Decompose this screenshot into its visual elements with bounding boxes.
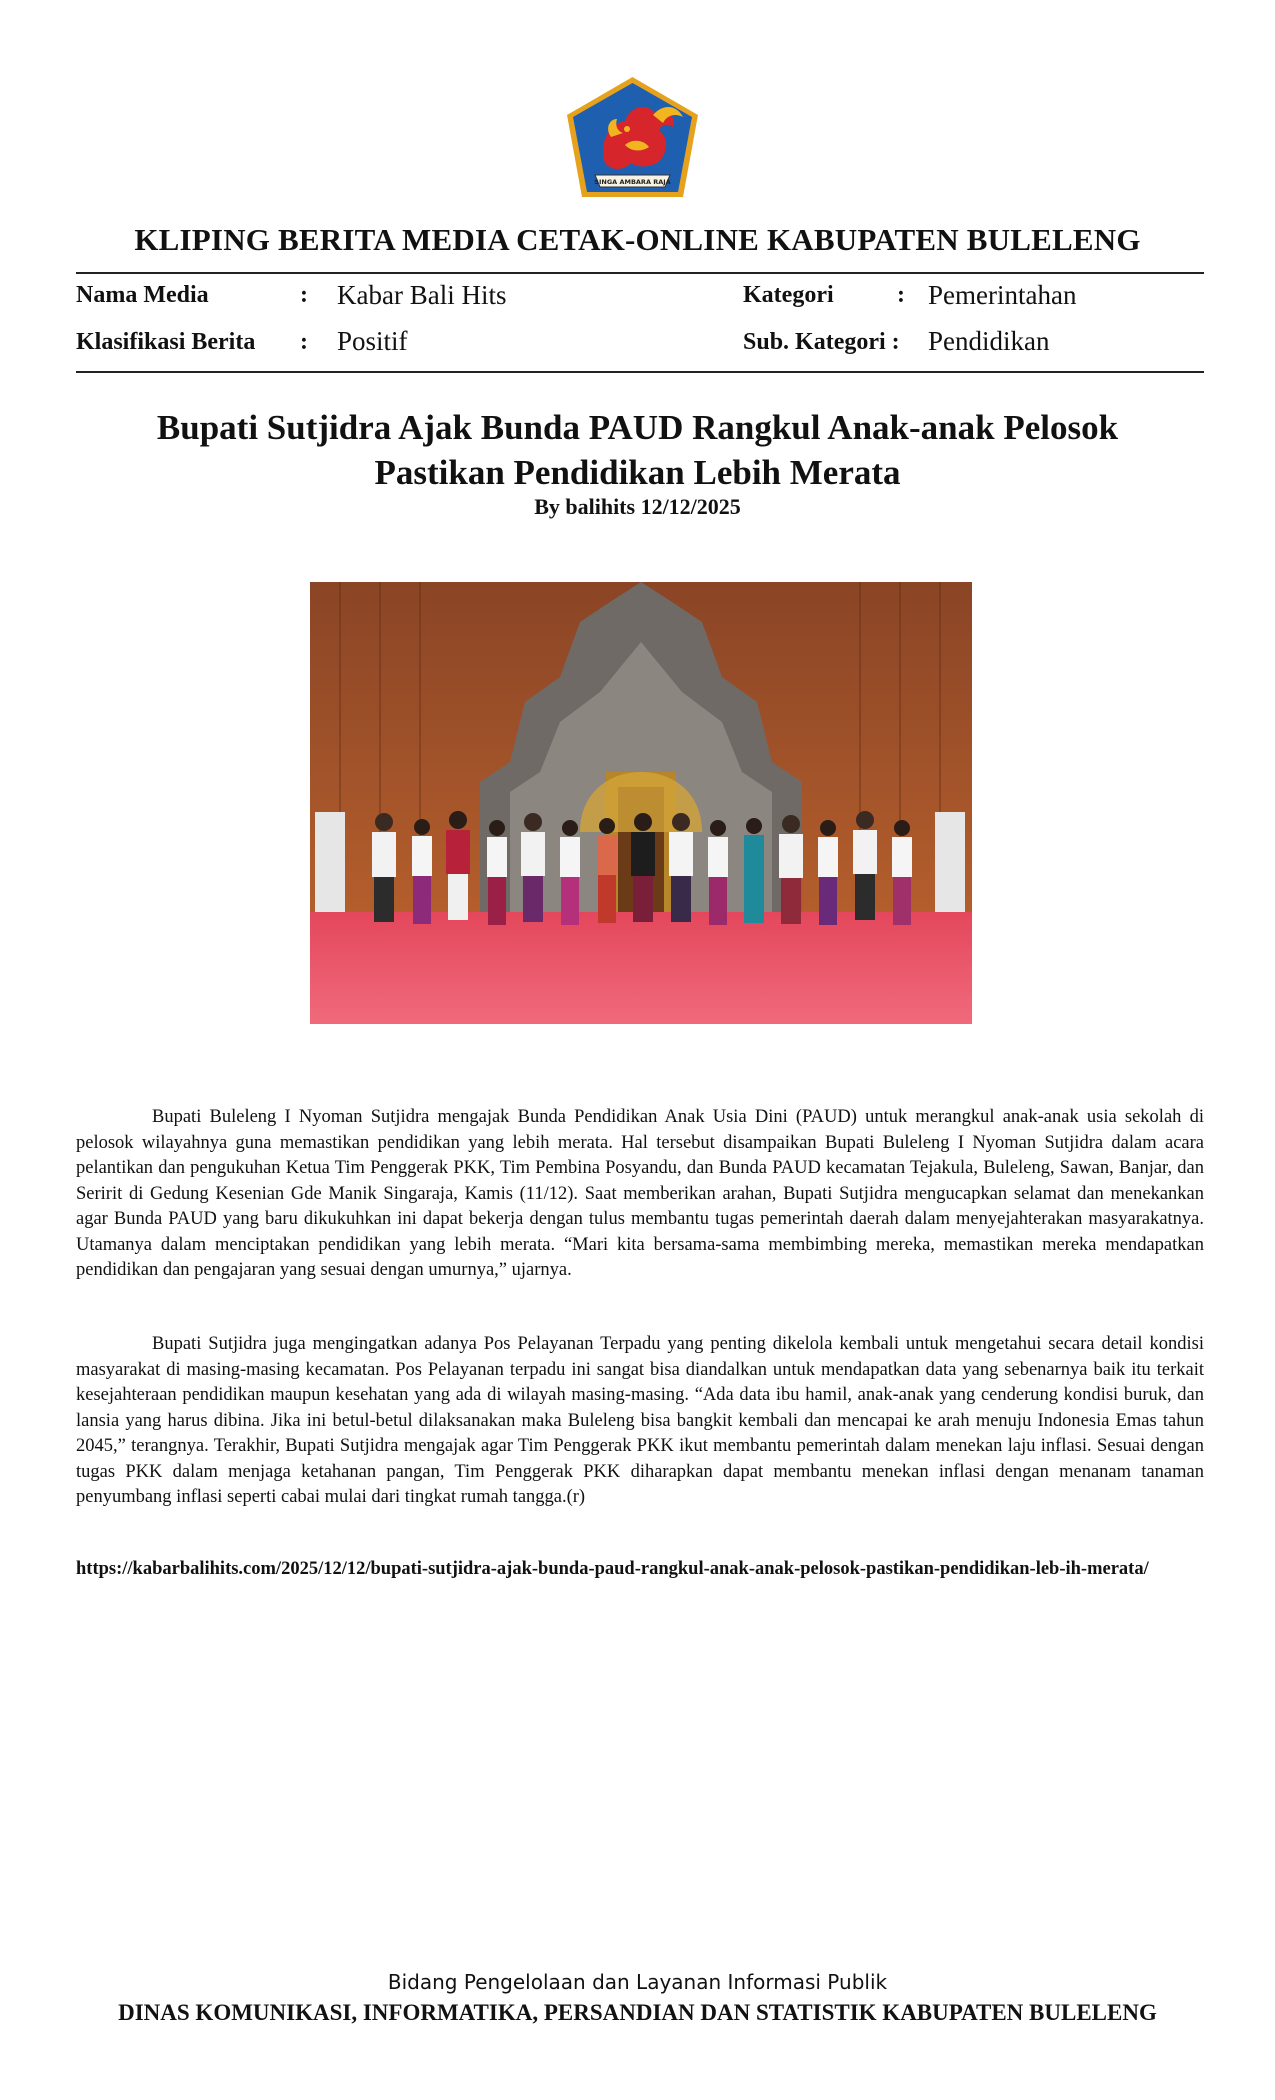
- article-paragraph-2: [76, 1332, 1204, 1511]
- kategori-value: Pemerintahan: [928, 280, 1077, 310]
- klasifikasi-separator: :: [300, 329, 308, 355]
- footer-department: Bidang Pengelolaan dan Layanan Informasi Publik: [387, 1970, 888, 1994]
- footer-agency: DINAS KOMUNIKASI, INFORMATIKA, PERSANDIAN DAN STATISTIK KABUPATEN BULELENG: [118, 2000, 1157, 2025]
- klasifikasi-label: Klasifikasi Berita: [76, 329, 256, 355]
- media-label: Nama Media: [76, 282, 209, 308]
- article-headline: [100, 405, 1175, 495]
- header-divider-top: [76, 272, 1204, 274]
- paragraph-2-text: Bupati Sutjidra juga mengingatkan adanya Pos Pelayanan Terpadu yang penting dikelola kembali untuk mengetahui secara detail kondisi masyarakat di masing-masing kecamatan. Pos Pelayanan terpadu ini sangat bisa diandalkan untuk mendapatkan data yang sebenarnya baik itu terkait kesejahteraan pendidikan maupun kesehatan yang ada di wilayah masing-masing. “Ada data ibu hamil, anak-anak yang cenderung kondisi buruk, dan lansia yang harus dibina. Jika ini betul-betul dilaksanakan maka Buleleng bisa bangkit kembali dan mencapai ke arah menuju Indonesia Emas tahun 2045,” terangnya. Terakhir, Bupati Sutjidra mengajak agar Tim Penggerak PKK ikut membantu pemerintah dalam menekan laju inflasi. Sesuai dengan tugas PKK dalam menjaga ketahanan pangan, Tim Penggerak PKK diharapkan dapat membantu menekan inflasi dengan menanam tanaman penyumbang inflasi seperti cabai mulai dari tingkat rumah tangga.(r): [76, 1334, 1204, 1507]
- article-byline: By balihits 12/12/2025: [534, 494, 741, 519]
- headline-line-1: Bupati Sutjidra Ajak Bunda PAUD Rangkul Anak-anak Pelosok: [156, 408, 1119, 447]
- paragraph-1-text: Bupati Buleleng I Nyoman Sutjidra mengajak Bunda Pendidikan Anak Usia Dini (PAUD) untuk merangkul anak-anak usia sekolah di pelosok wilayahnya guna memastikan pendidikan yang lebih merata. Hal tersebut disampaikan Bupati Buleleng I Nyoman Sutjidra dalam acara pelantikan dan pengukuhan Ketua Tim Penggerak PKK, Tim Pembina Posyandu, dan Bunda PAUD kecamatan Tejakula, Buleleng, Sawan, Banjar, dan Seririt di Gedung Kesenian Gde Manik Singaraja, Kamis (11/12). Saat memberikan arahan, Bupati Sutjidra mengucapkan selamat dan menekankan agar Bunda PAUD yang baru dikukuhkan ini dapat bekerja dengan tulus membantu tugas pemerintah daerah dalam menyejahterakan masyarakatnya. Utamanya dalam menciptakan pendidikan yang lebih merata. “Mari kita bersama-sama membimbing mereka, memastikan mereka mendapatkan pendidikan dan pengajaran yang sesuai dengan umurnya,” ujarnya.: [76, 1107, 1204, 1280]
- klasifikasi-value: Positif: [337, 326, 408, 356]
- sub-kategori-label: Sub. Kategori :: [743, 329, 900, 355]
- kategori-separator: :: [897, 282, 905, 308]
- sub-kategori-value: Pendidikan: [928, 326, 1050, 356]
- article-photo: [310, 582, 972, 1024]
- kategori-label: Kategori: [743, 282, 834, 308]
- media-separator: :: [300, 282, 308, 308]
- media-value: Kabar Bali Hits: [337, 280, 507, 310]
- article-source-url[interactable]: https://kabarbalihits.com/2025/12/12/bupati-sutjidra-ajak-bunda-paud-rangkul-anak-anak-pelosok-pastikan-pendidikan-leb-ih-merata/: [76, 1559, 1149, 1579]
- headline-line-2: Pastikan Pendidikan Lebih Merata: [374, 453, 901, 492]
- buleleng-crest-logo: [565, 75, 700, 200]
- logo-motto: SINGA AMBARA RAJA: [594, 178, 671, 186]
- header-divider-bottom: [76, 371, 1204, 373]
- header-title: KLIPING BERITA MEDIA CETAK-ONLINE KABUPATEN BULELENG: [134, 222, 1141, 257]
- article-paragraph-1: [76, 1105, 1204, 1284]
